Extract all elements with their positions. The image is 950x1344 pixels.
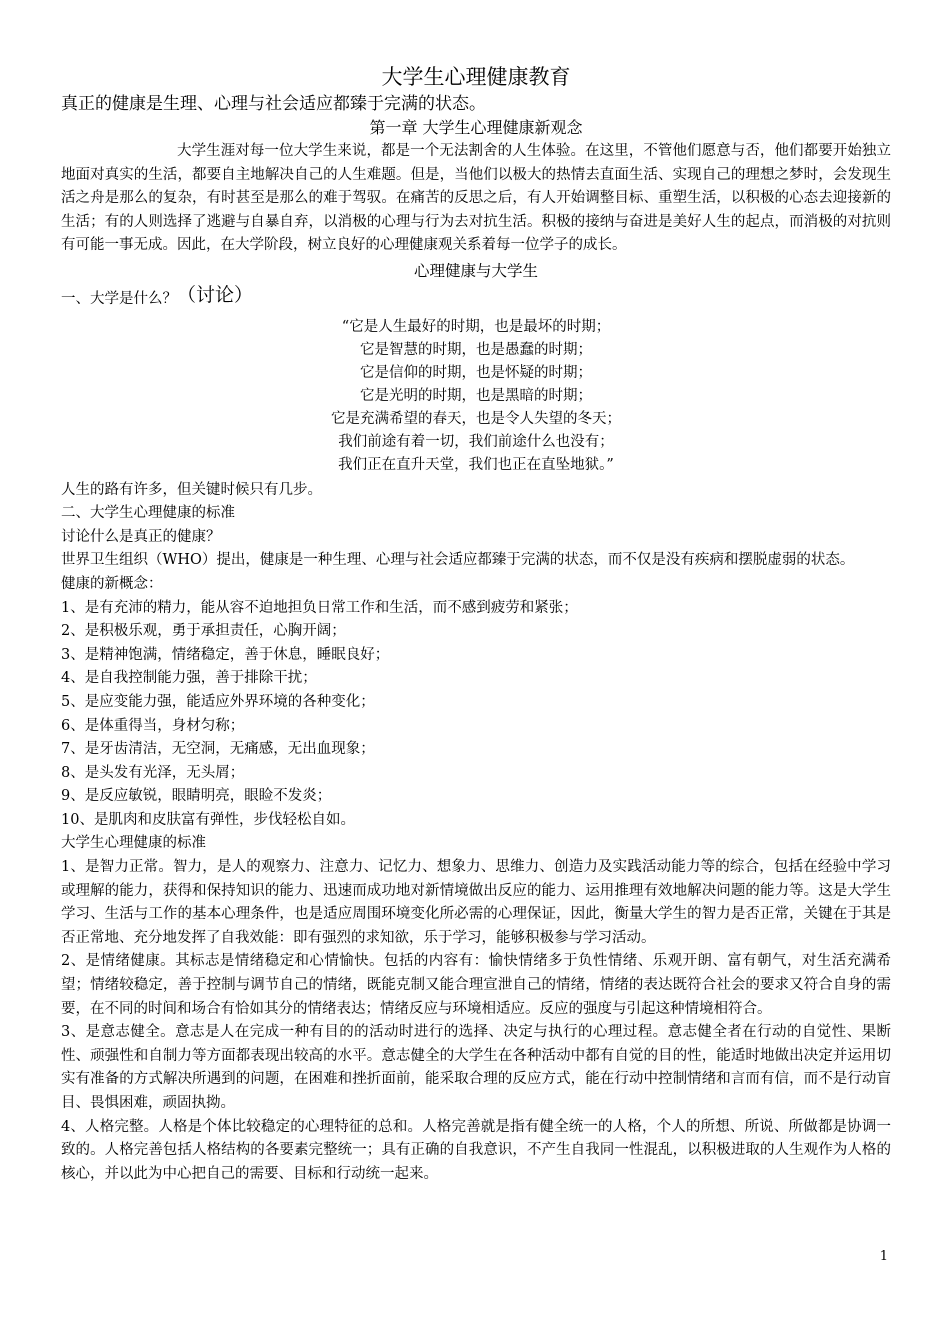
question-one-text: 一、大学是什么？ xyxy=(61,290,177,307)
list-item: 7、是牙齿清洁，无空洞，无痛感，无出血现象； xyxy=(61,741,375,758)
intro-paragraph: 大学生涯对每一位大学生来说，都是一个无法割舍的人生体验。在这里，不管他们愿意与否，他们都要开始独立地面对真实的生活，都要自主地解决自己的人生难题。但是，当他们以极大的热情去直面生活、实现自己的理想之梦时，会发现生活之舟是那么的复杂，有时甚至是那么的难于驾驭。在痛苦的反思之后，有人开始调整目标、重塑生活，以积极的心态去迎接新的生活；有的人则选择了逃避与自暴自弃，以消极的心理与行为去对抗生活。积极的接纳与奋进是美好人生的起点，而消极的对抗则有可能一事无成。因此，在大学阶段，树立良好的心理健康观关系着每一位学子的成长。 xyxy=(61,143,891,254)
standard-paragraph: 2、是情绪健康。其标志是情绪稳定和心情愉快。包括的内容有：愉快情绪多于负性情绪、乐观开朗、富有朝气，对生活充满希望；情绪较稳定，善于控制与调节自己的情绪，既能克制又能合理宣泄自己的情绪，情绪的表达既符合社会的要求又符合自身的需要，在不同的时间和场合有恰如其分的情绪表达；情绪反应与环境相适应。反应的强度与引起这种情境相符合。 xyxy=(61,953,891,1017)
chapter-heading: 第一章 大学生心理健康新观念 xyxy=(369,118,583,137)
list-item: 8、是头发有光泽，无头屑； xyxy=(61,764,245,781)
list-item: 2、是积极乐观，勇于承担责任，心胸开阔； xyxy=(61,623,346,640)
document-subtitle: 真正的健康是生理、心理与社会适应都臻于完满的状态。 xyxy=(61,94,486,114)
question-two: 二、大学生心理健康的标准 xyxy=(61,505,235,522)
after-poem-text: 人生的路有许多，但关键时候只有几步。 xyxy=(61,481,322,498)
poem-line: “它是人生最好的时期，也是最坏的时期； xyxy=(341,318,611,335)
list-item: 5、是应变能力强，能适应外界环境的各种变化； xyxy=(61,693,375,710)
standards-list xyxy=(61,856,891,1186)
list-item: 6、是体重得当，身材匀称； xyxy=(61,717,245,734)
list-item: 4、是自我控制能力强，善于排除干扰； xyxy=(61,670,317,687)
concept-list xyxy=(61,597,891,833)
page-number: 1 xyxy=(879,1249,888,1264)
question-one xyxy=(61,284,891,312)
poem-line: 它是信仰的时期，也是怀疑的时期； xyxy=(360,364,592,381)
document-title: 大学生心理健康教育 xyxy=(381,65,571,89)
standards-heading: 大学生心理健康的标准 xyxy=(61,835,206,852)
poem-quote xyxy=(61,316,891,477)
new-concept-heading: 健康的新概念： xyxy=(61,575,163,592)
list-item: 3、是精神饱满，情绪稳定，善于休息，睡眠良好； xyxy=(61,646,390,663)
poem-line: 我们正在直升天堂，我们也正在直坠地狱。” xyxy=(338,456,614,473)
poem-line: 它是光明的时期，也是黑暗的时期； xyxy=(360,387,592,404)
discussion-prompt: 讨论什么是真正的健康？ xyxy=(61,528,221,545)
section-heading: 心理健康与大学生 xyxy=(413,261,538,280)
poem-line: 它是充满希望的春天，也是令人失望的冬天； xyxy=(331,410,621,427)
list-item: 9、是反应敏锐，眼睛明亮，眼睑不发炎； xyxy=(61,788,332,805)
standard-paragraph: 4、人格完整。人格是个体比较稳定的心理特征的总和。人格完善就是指有健全统一的人格，个人的所想、所说、所做都是协调一致的。人格完善包括人格结构的各要素完整统一；具有正确的自我意识，不产生自我同一性混乱，以积极进取的人生观作为人格的核心，并以此为中心把自己的需要、目标和行动统一起来。 xyxy=(61,1118,891,1182)
list-item: 10、是肌肉和皮肤富有弹性，步伐轻松自如。 xyxy=(61,811,355,828)
standard-paragraph: 1、是智力正常。智力，是人的观察力、注意力、记忆力、想象力、思维力、创造力及实践活动能力等的综合，包括在经验中学习或理解的能力，获得和保持知识的能力、迅速而成功地对新情境做出反应的能力、运用推理有效地解决问题的能力等。这是大学生学习、生活与工作的基本心理条件，也是适应周围环境变化所必需的心理保证，因此，衡量大学生的智力是否正常，关键在于其是否正常地、充分地发挥了自我效能：即有强烈的求知欲，乐于学习，能够积极参与学习活动。 xyxy=(61,859,891,946)
who-definition: 世界卫生组织（WHO）提出，健康是一种生理、心理与社会适应都臻于完满的状态，而不仅是没有疾病和摆脱虚弱的状态。 xyxy=(61,552,855,569)
poem-line: 它是智慧的时期，也是愚蠢的时期； xyxy=(360,341,592,358)
standard-paragraph: 3、是意志健全。意志是人在完成一种有目的的活动时进行的选择、决定与执行的心理过程。意志健全者在行动的自觉性、果断性、顽强性和自制力等方面都表现出较高的水平。意志健全的大学生在各种活动中都有自觉的目的性，能适时地做出决定并运用切实有准备的方式解决所遇到的问题，在困难和挫折面前，能采取合理的反应方式，能在行动中控制情绪和言而有信，而不是行动盲目、畏惧困难，顽固执拗。 xyxy=(61,1024,891,1111)
question-one-note: （讨论） xyxy=(177,283,254,306)
page-content xyxy=(61,62,891,1186)
poem-line: 我们前途有着一切，我们前途什么也没有； xyxy=(338,433,614,450)
list-item: 1、是有充沛的精力，能从容不迫地担负日常工作和生活，而不感到疲劳和紧张； xyxy=(61,599,578,616)
